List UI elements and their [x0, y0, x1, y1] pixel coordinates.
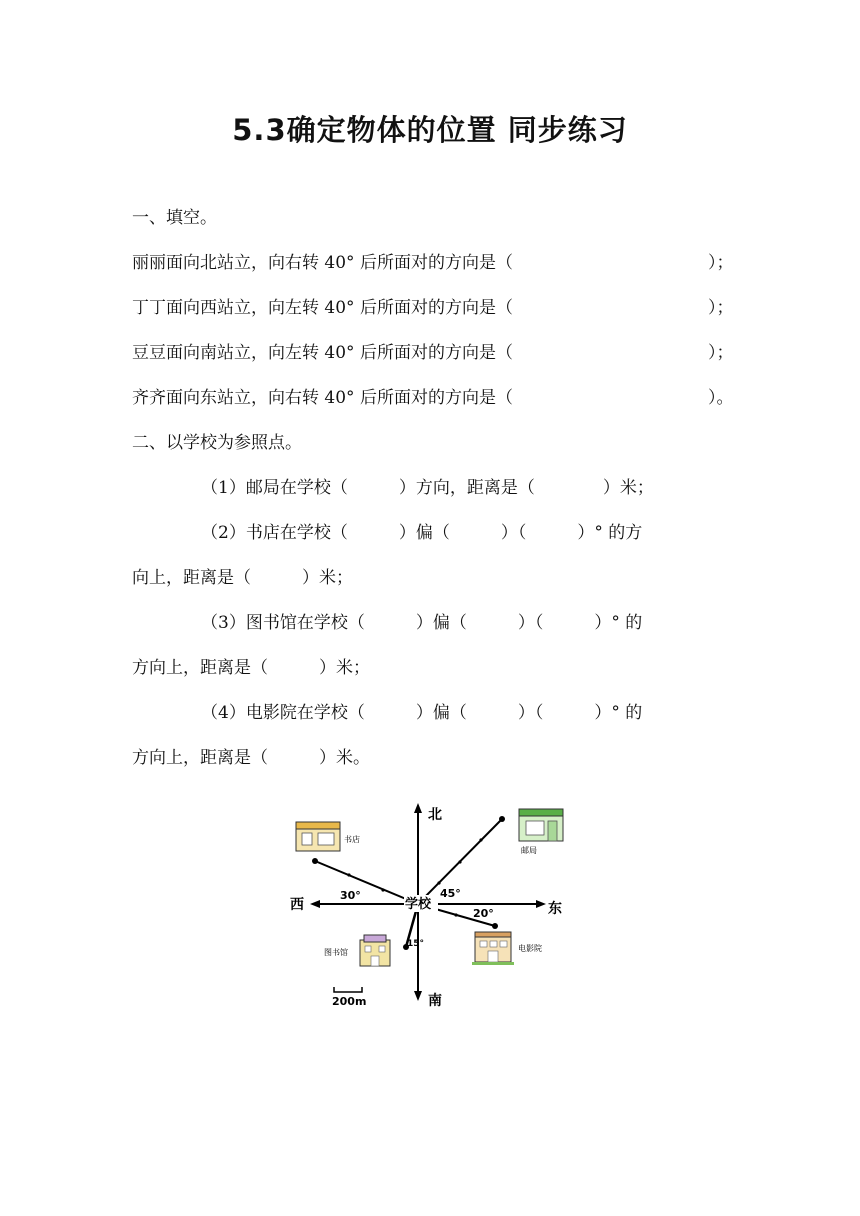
west-arrow-icon — [310, 900, 320, 908]
school-label: 学校 — [405, 897, 432, 912]
fill-item-4-end: ）。 — [708, 388, 734, 408]
fill-item-2-end: ）； — [708, 298, 734, 318]
direction-map — [282, 795, 578, 1020]
west-label: 西 — [290, 897, 304, 913]
question-4a: （4）电影院在学校（ ）偏（ ）（ ）° 的 — [201, 703, 643, 723]
south-arrow-icon — [414, 991, 422, 1001]
bookstore-label: 书店 — [344, 835, 360, 844]
cinema-label: 电影院 — [518, 944, 542, 953]
angle-post-office-label: 45° — [440, 887, 461, 900]
fill-item-3: 豆豆面向南站立，向左转 40° 后所面对的方向是（ — [132, 343, 513, 363]
north-label: 北 — [428, 807, 442, 823]
section2-heading: 二、以学校为参照点。 — [132, 433, 302, 453]
post-office-icon — [519, 809, 563, 841]
cinema-icon — [472, 932, 514, 965]
scale-bar — [334, 987, 362, 992]
fill-item-1-end: ）； — [708, 253, 734, 273]
question-4b: 方向上，距离是（ ）米。 — [132, 748, 370, 768]
question-3b: 方向上，距离是（ ）米； — [132, 658, 370, 678]
south-label: 南 — [428, 993, 442, 1009]
question-3a: （3）图书馆在学校（ ）偏（ ）（ ）° 的 — [201, 613, 643, 633]
scale-label: 200m — [332, 995, 367, 1008]
angle-cinema-label: 20° — [473, 907, 494, 920]
fill-item-4: 齐齐面向东站立，向右转 40° 后所面对的方向是（ — [132, 388, 513, 408]
fill-item-1: 丽丽面向北站立，向右转 40° 后所面对的方向是（ — [132, 253, 513, 273]
fill-item-3-end: ）； — [708, 343, 734, 363]
fill-item-2: 丁丁面向西站立，向左转 40° 后所面对的方向是（ — [132, 298, 513, 318]
bookstore-icon — [296, 822, 340, 851]
east-arrow-icon — [536, 900, 546, 908]
section1-heading: 一、填空。 — [132, 208, 217, 228]
library-label: 图书馆 — [324, 948, 348, 957]
east-label: 东 — [548, 901, 562, 917]
library-icon — [360, 935, 390, 966]
angle-bookstore-label: 30° — [340, 889, 361, 902]
question-2a: （2）书店在学校（ ）偏（ ）（ ）° 的方 — [201, 523, 643, 543]
ray-post-office — [418, 816, 505, 904]
page-title: 5.3确定物体的位置 同步练习 — [232, 113, 628, 147]
angle-library-label: 15° — [407, 939, 425, 949]
post-office-label: 邮局 — [521, 846, 537, 855]
question-1: （1）邮局在学校（ ）方向，距离是（ ）米； — [201, 478, 654, 498]
question-2b: 向上，距离是（ ）米； — [132, 568, 353, 588]
ray-bookstore — [312, 858, 418, 904]
north-arrow-icon — [414, 803, 422, 813]
